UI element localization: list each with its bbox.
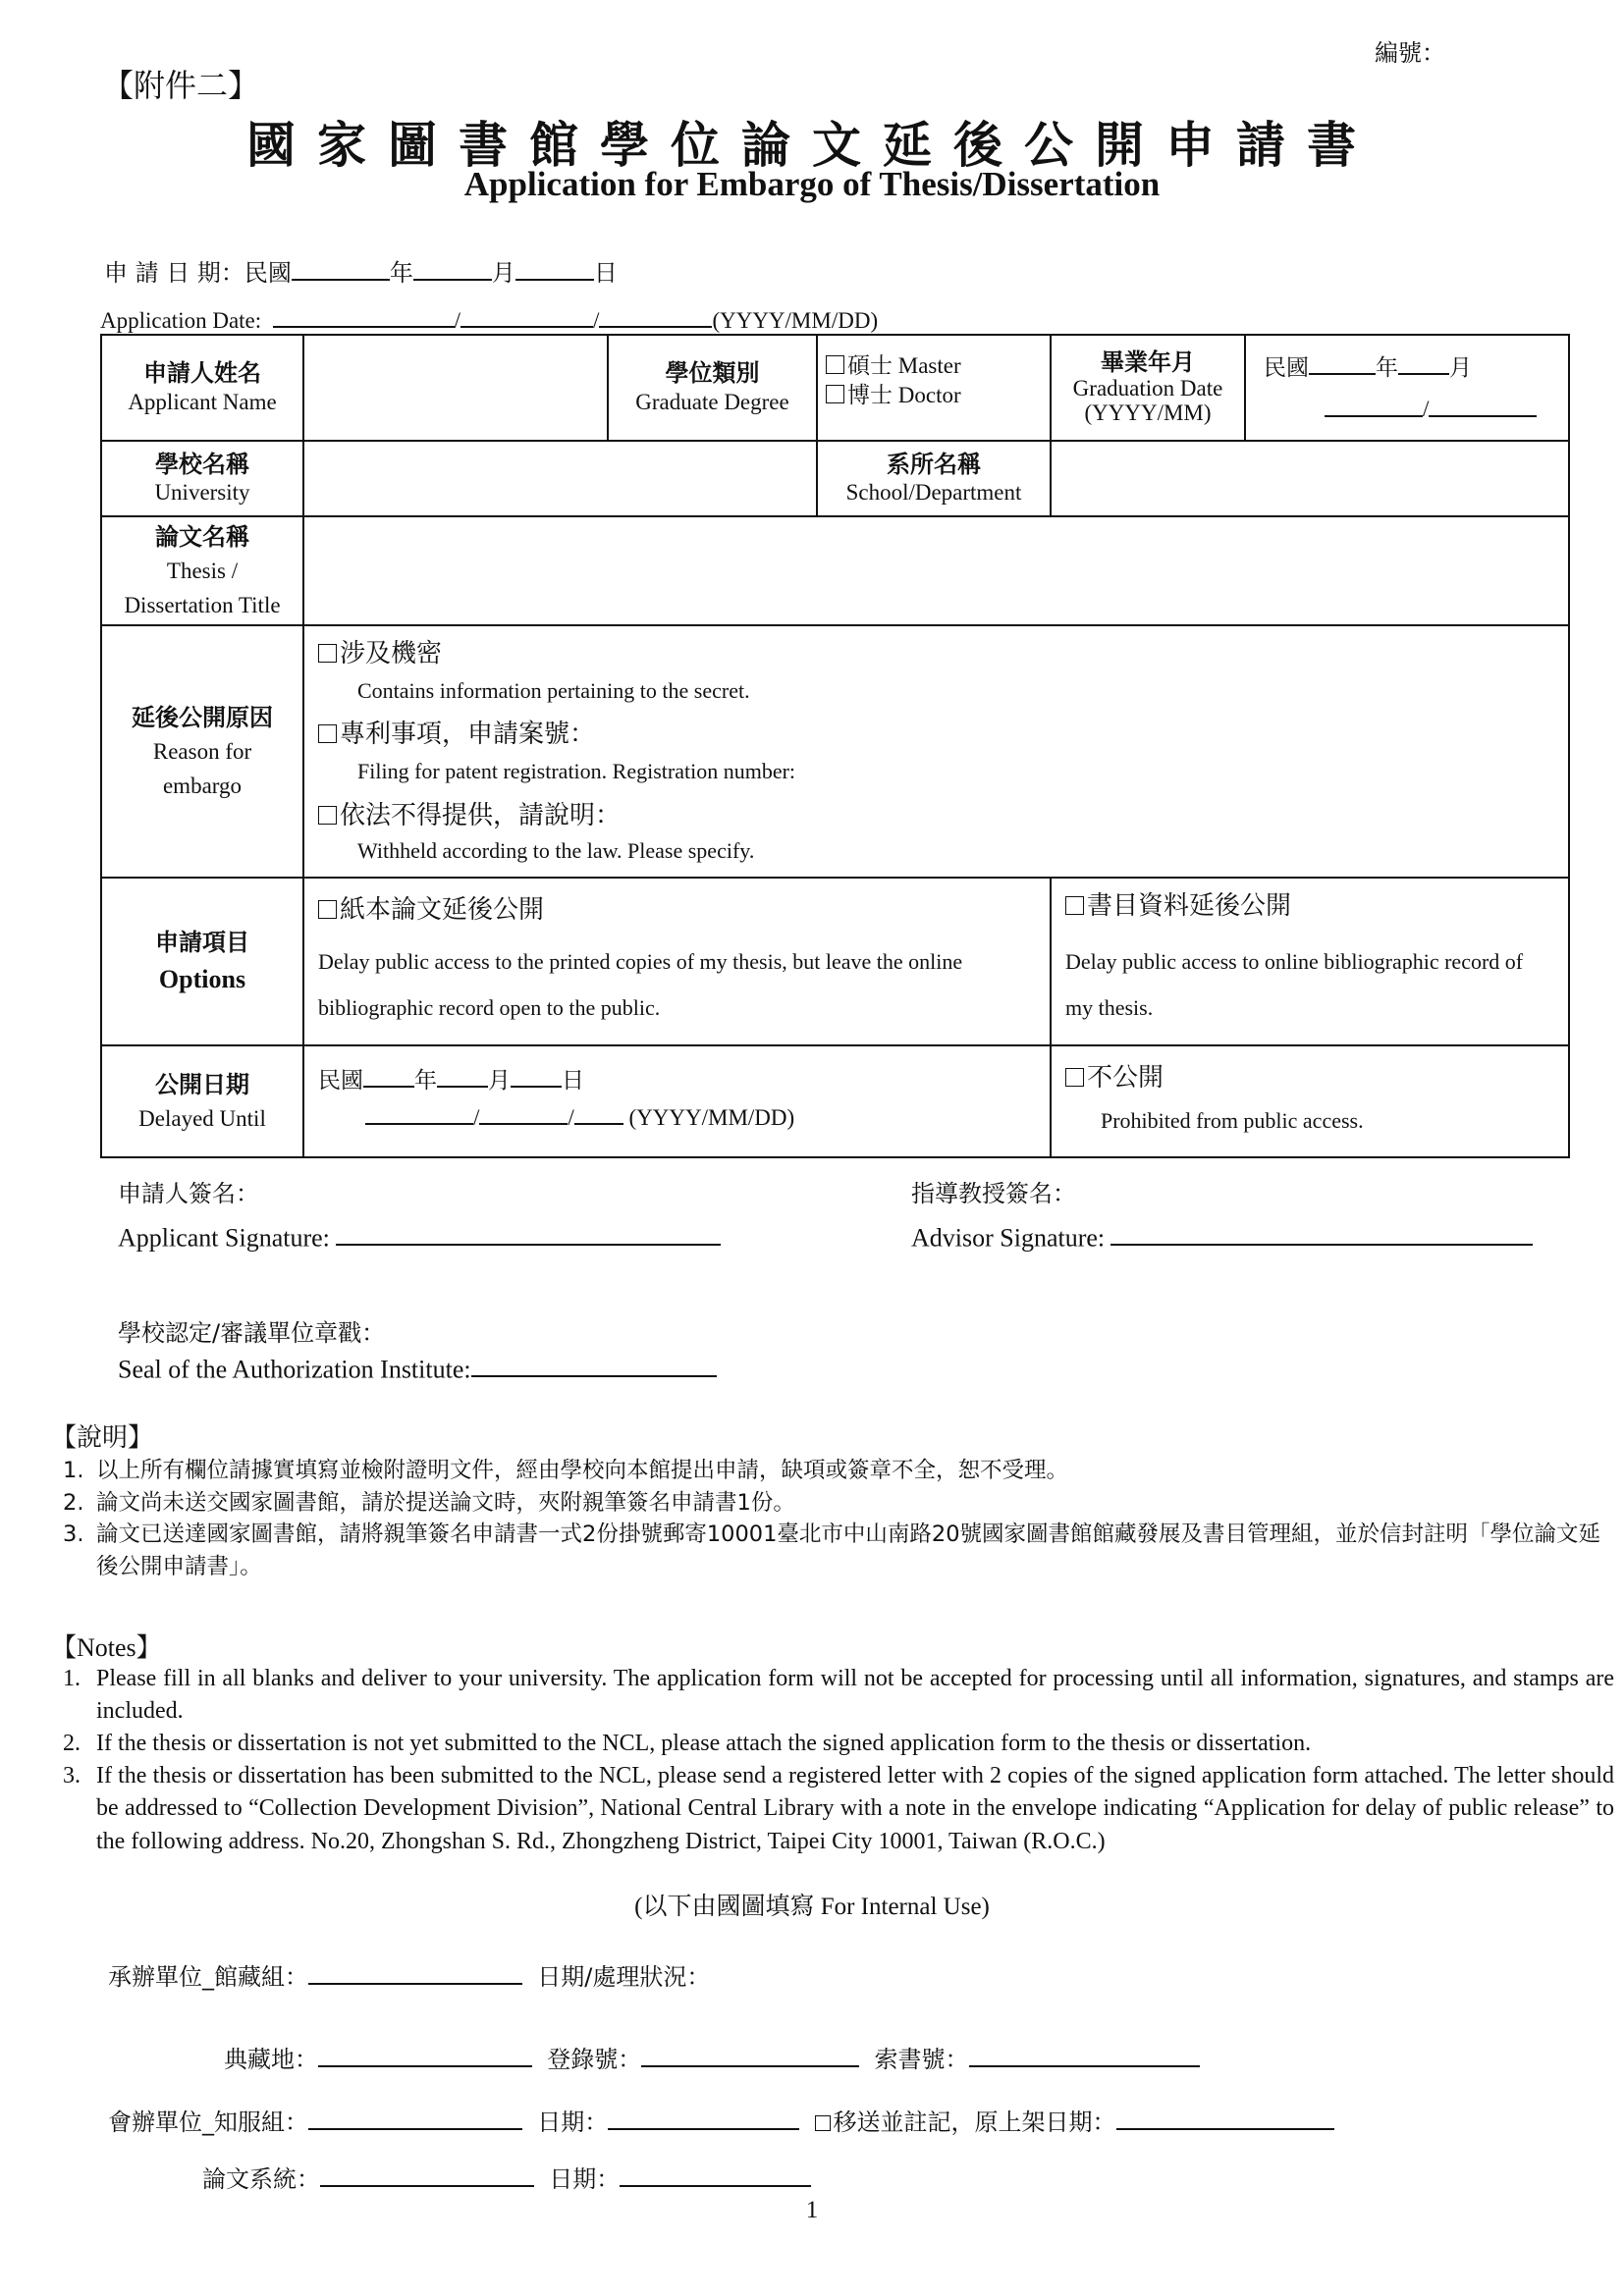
date-format-hint: (YYYY/MM/DD)	[712, 308, 879, 334]
delay-dd-blank[interactable]	[574, 1099, 623, 1125]
checkbox-icon[interactable]	[318, 806, 337, 825]
reason-label: 延後公開原因 Reason for embargo	[101, 625, 303, 878]
no-access-en: Prohibited from public access.	[1101, 1107, 1364, 1133]
delayed-until-label: 公開日期 Delayed Until	[101, 1045, 303, 1157]
no-public-access-option	[1051, 1045, 1569, 1157]
co-date-label: 日期：	[537, 2109, 609, 2136]
year-label: 年	[389, 259, 413, 287]
transfer-date-line[interactable]	[1116, 2104, 1334, 2130]
co-date-line[interactable]	[608, 2104, 799, 2130]
department-field[interactable]	[1051, 441, 1569, 516]
delay-mm-blank[interactable]	[479, 1099, 568, 1125]
notes-zh-list	[57, 1455, 1618, 1583]
applicant-name-field[interactable]	[303, 335, 608, 441]
note-en-item: 1. Please fill in all blanks and deliver to your university. The application form will not be accepted for processing until all information, signatures, and stamps are included.	[63, 1666, 1614, 1725]
reason-patent-option[interactable]: 專利事項，申請案號：	[318, 719, 1554, 752]
note-zh-item: 2. 論文尚未送交國家圖書館，請於提送論文時，夾附親筆簽名申請書1份。	[63, 1489, 795, 1516]
internal-unit-row	[108, 1957, 710, 1992]
grad-year-blank[interactable]	[1309, 349, 1376, 375]
internal-unit-label: 承辦單位_館藏組：	[108, 1963, 308, 1991]
notes-zh-heading: 【說明】	[51, 1423, 154, 1453]
seal-line[interactable]	[471, 1349, 717, 1377]
month-label: 月	[491, 259, 515, 287]
option-bibliographic-delay	[1051, 878, 1569, 1045]
university-field[interactable]	[303, 441, 817, 516]
advisor-signature	[911, 1217, 1533, 1253]
system-date-label: 日期：	[549, 2165, 621, 2193]
delayed-until-field: 民國 年 月 日 / / (YYYY/MM/DD)	[303, 1045, 1051, 1157]
internal-use-heading: (以下由國圖填寫 For Internal Use)	[634, 1894, 990, 1920]
applicant-name-label: 申請人姓名 Applicant Name	[101, 335, 303, 441]
applicant-signature	[118, 1217, 721, 1253]
checkbox-icon[interactable]	[826, 355, 844, 374]
university-label: 學校名稱 University	[101, 441, 303, 516]
app-year-blank[interactable]	[273, 302, 455, 328]
options-label: 申請項目 Options	[101, 878, 303, 1045]
reason-law-en: Withheld according to the law. Please specify.	[357, 837, 755, 863]
seal-en: Seal of the Authorization Institute:	[118, 1355, 471, 1384]
page-title-en: Application for Embargo of Thesis/Dissertation	[463, 165, 1161, 203]
thesis-title-field[interactable]	[303, 516, 1569, 625]
advisor-signature-zh: 指導教授簽名：	[911, 1180, 1076, 1207]
delay-day-blank[interactable]	[511, 1062, 562, 1088]
grad-yyyy-blank[interactable]	[1325, 391, 1423, 416]
call-number-label: 索書號：	[874, 2046, 969, 2073]
graduation-date-field: 民國 年 月 /	[1245, 335, 1569, 441]
advisor-signature-en: Advisor Signature:	[911, 1223, 1106, 1253]
option-printed-en: Delay public access to the printed copies of my thesis, but leave the online bibliographic record open to the public.	[318, 948, 963, 1020]
internal-system-row	[202, 2160, 811, 2194]
transfer-label: 移送並註記，原上架日期：	[833, 2109, 1116, 2136]
reason-secret-option[interactable]: 涉及機密	[318, 638, 1554, 671]
registration-label: 登錄號：	[547, 2046, 642, 2073]
master-option[interactable]: 碩士 Master	[826, 351, 1042, 381]
app-day-blank[interactable]	[599, 302, 712, 328]
co-unit-line[interactable]	[308, 2104, 522, 2130]
seal-zh: 學校認定/審議單位章戳：	[118, 1319, 386, 1347]
page-number: 1	[805, 2197, 819, 2223]
roc-year-blank[interactable]	[292, 254, 390, 281]
application-date-en-label: Application Date:	[100, 308, 262, 334]
page-title-zh: 國家圖書館學位論文延後公開申請書	[246, 117, 1378, 174]
checkbox-icon[interactable]	[1065, 896, 1084, 915]
day-label: 日	[593, 259, 618, 287]
note-en-item: 3. If the thesis or dissertation has been submitted to the NCL, please send a registered letter with 2 copies of the signed application form attached. The letter should be addressed to “Collection Development Division”, National Central Library with a note in the envelope indicating “Application for delay of public release” to the following address. No.20, Zhongshan S. Rd., Zhongzheng District, Taipei City 10001, Taiwan (R.O.C.)	[63, 1763, 1614, 1854]
application-date-zh	[104, 253, 618, 288]
serial-number-label: 編號：	[1375, 39, 1445, 67]
thesis-title-label: 論文名稱 Thesis / Dissertation Title	[101, 516, 303, 625]
location-label: 典藏地：	[224, 2046, 318, 2073]
grad-month-blank[interactable]	[1398, 349, 1449, 375]
application-date-en	[100, 302, 878, 334]
seal-institute	[118, 1349, 717, 1384]
applicant-signature-en: Applicant Signature:	[118, 1223, 330, 1253]
call-number-line[interactable]	[969, 2041, 1200, 2067]
option-biblio-en: Delay public access to online bibliographic record of my thesis.	[1065, 948, 1524, 1020]
reason-law-option[interactable]: 依法不得提供，請說明：	[318, 800, 1554, 833]
separator: /	[454, 308, 461, 334]
degree-label: 學位類別 Graduate Degree	[608, 335, 817, 441]
system-label: 論文系統：	[202, 2165, 320, 2193]
system-line[interactable]	[320, 2161, 534, 2187]
delay-roc-year-blank[interactable]	[363, 1062, 414, 1088]
application-date-zh-label: 申 請 日 期：民國	[104, 259, 292, 287]
registration-line[interactable]	[641, 2041, 859, 2067]
note-zh-item: 1. 以上所有欄位請據實填寫並檢附證明文件，經由學校向本館提出申請，缺項或簽章不全，恕不受理。	[63, 1458, 1069, 1483]
grad-mm-blank[interactable]	[1429, 391, 1537, 416]
checkbox-icon[interactable]	[318, 644, 337, 663]
app-month-blank[interactable]	[460, 302, 593, 328]
advisor-signature-line[interactable]	[1110, 1217, 1533, 1246]
internal-location-row	[224, 2040, 1200, 2074]
notes-en-heading: 【Notes】	[51, 1633, 162, 1662]
month-blank[interactable]	[413, 254, 492, 281]
checkbox-icon[interactable]	[318, 724, 337, 743]
date-status-label: 日期/處理狀況：	[537, 1963, 711, 1991]
applicant-signature-line[interactable]	[336, 1217, 721, 1246]
reason-secret-en: Contains information pertaining to the secret.	[357, 677, 750, 703]
option-printed-checkbox[interactable]: 紙本論文延後公開	[318, 892, 1036, 928]
notes-en-list	[57, 1663, 1614, 1858]
department-label: 系所名稱 School/Department	[817, 441, 1051, 516]
location-line[interactable]	[318, 2041, 532, 2067]
application-form-table	[100, 334, 1570, 1158]
graduation-date-label: 畢業年月 Graduation Date (YYYY/MM)	[1051, 335, 1245, 441]
note-en-item: 2. If the thesis or dissertation is not yet submitted to the NCL, please attach the signed application form to the thesis or dissertation.	[63, 1731, 1312, 1757]
co-unit-label: 會辦單位_知服組：	[108, 2109, 308, 2136]
separator: /	[593, 308, 600, 334]
reason-options	[303, 625, 1569, 878]
day-blank[interactable]	[515, 254, 594, 281]
note-zh-item: 3. 論文已送達國家圖書館，請將親筆簽名申請書一式2份掛號郵寄10001臺北市中山南路20號國家圖書館館藏發展及書目管理組，並於信封註明「學位論文延後公開申請書」。	[63, 1522, 1601, 1579]
checkbox-icon[interactable]	[826, 385, 844, 403]
applicant-signature-zh: 申請人簽名：	[118, 1180, 259, 1207]
delay-yyyy-blank[interactable]	[365, 1099, 473, 1125]
no-access-checkbox[interactable]: 不公開	[1065, 1058, 1554, 1099]
doctor-option[interactable]: 博士 Doctor	[826, 381, 1042, 410]
checkbox-icon[interactable]	[318, 900, 337, 919]
checkbox-icon[interactable]	[1065, 1068, 1084, 1087]
system-date-line[interactable]	[620, 2161, 811, 2187]
degree-options	[817, 335, 1051, 441]
reason-patent-en: Filing for patent registration. Registration number:	[357, 759, 796, 784]
checkbox-icon[interactable]	[815, 2115, 831, 2131]
option-biblio-checkbox[interactable]: 書目資料延後公開	[1065, 888, 1554, 924]
attachment-label: 【附件二】	[102, 67, 260, 104]
delay-month-blank[interactable]	[437, 1062, 488, 1088]
internal-counit-row	[108, 2103, 1334, 2137]
internal-unit-line[interactable]	[308, 1958, 522, 1985]
option-printed-delay	[303, 878, 1051, 1045]
